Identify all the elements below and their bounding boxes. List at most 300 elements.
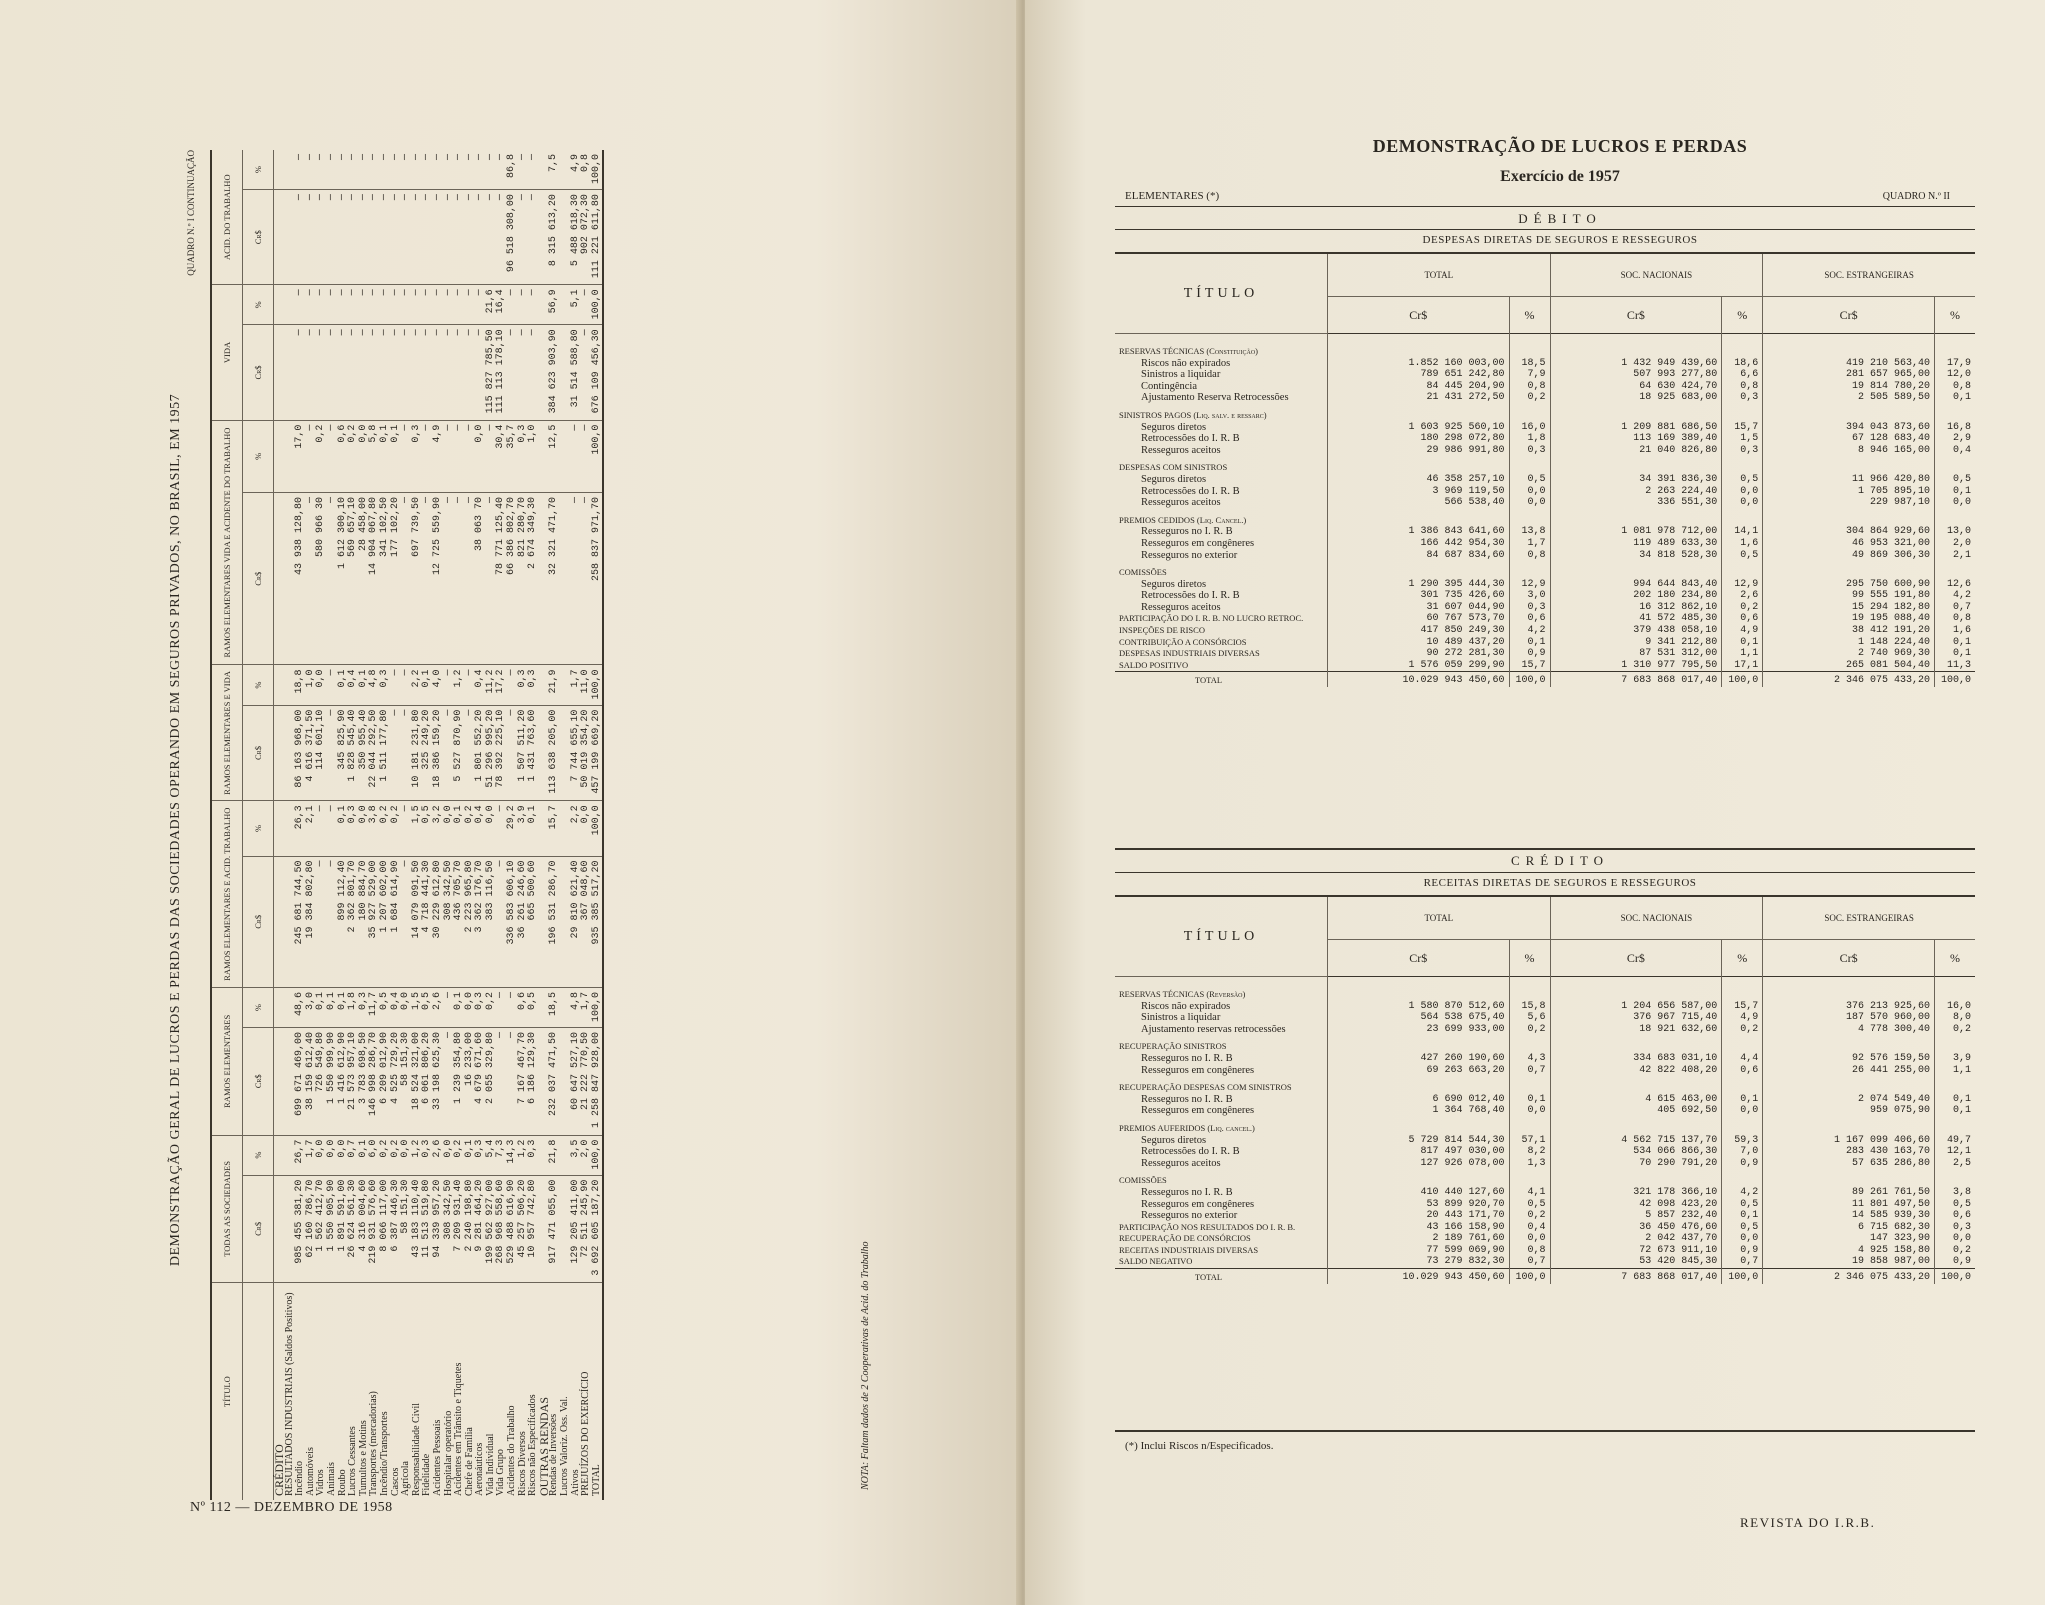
pct-cell: 0,8 xyxy=(1722,381,1763,393)
pct-cell: — xyxy=(348,285,359,325)
pct-cell: 1,2 xyxy=(412,1135,423,1175)
pct-cell: 0,0 xyxy=(1935,1233,1976,1245)
value-cell: 5 488 618,30 xyxy=(571,190,582,285)
pct-cell: — xyxy=(507,988,518,1028)
value-cell: 90 272 281,30 xyxy=(1328,648,1510,660)
value-cell: 1 432 949 439,60 xyxy=(1550,358,1722,370)
pct-cell: 0,6 xyxy=(338,420,349,492)
value-cell: 2 346 075 433,20 xyxy=(1763,1269,1935,1284)
value-cell: 127 926 078,00 xyxy=(1328,1158,1510,1170)
table-row xyxy=(1115,648,1975,660)
value-cell: 147 323,90 xyxy=(1763,1233,1935,1245)
pct-cell: 1,0 xyxy=(306,665,317,705)
rotated-table xyxy=(140,140,900,1500)
value-cell: — xyxy=(518,190,529,285)
pct-cell: 0,5 xyxy=(1935,474,1976,486)
pct-cell: 0,0 xyxy=(401,988,412,1028)
pct-cell: 0,5 xyxy=(1935,1199,1976,1211)
left-col-header: RAMOS ELEMENTARES E ACID. TRABALHO xyxy=(211,801,243,988)
value-cell: 12 725 559,90 xyxy=(433,493,444,665)
value-cell: — xyxy=(295,325,306,420)
row-label: Tumultos e Motins xyxy=(357,1420,369,1496)
table-row xyxy=(1115,1024,1975,1036)
pct-cell: — xyxy=(465,285,476,325)
value-cell: — xyxy=(444,493,455,665)
pct-cell: — xyxy=(391,285,402,325)
pct-cell: — xyxy=(306,150,317,190)
pct-cell: — xyxy=(422,285,433,325)
value-cell: 16 312 862,10 xyxy=(1550,602,1722,614)
row-label: Resseguros aceitos xyxy=(1141,444,1221,456)
value-cell: 419 210 563,40 xyxy=(1763,358,1935,370)
left-section-credito xyxy=(274,150,285,1500)
table-row xyxy=(454,150,465,1500)
pct-cell: 8,2 xyxy=(1509,1146,1550,1158)
pct-cell xyxy=(1935,340,1976,358)
row-label: Aeronáuticos xyxy=(474,1442,486,1496)
pct-cell: 0,1 xyxy=(1935,486,1976,498)
value-cell: — xyxy=(401,190,412,285)
pct-cell: 4,3 xyxy=(1509,1053,1550,1065)
pct-cell: 0,0 xyxy=(401,1135,412,1175)
pct-header: % xyxy=(1509,297,1550,334)
table-row xyxy=(316,150,327,1500)
value-cell: — xyxy=(444,1028,455,1136)
pct-cell: 0,5 xyxy=(380,988,391,1028)
value-cell: 5 857 232,40 xyxy=(1550,1210,1722,1222)
table-row xyxy=(1115,538,1975,550)
value-cell: 31 514 588,80 xyxy=(571,325,582,420)
value-cell: 21 040 826,80 xyxy=(1550,445,1722,457)
table-row xyxy=(1115,1222,1975,1234)
pct-cell: 1,7 xyxy=(571,665,582,705)
value-cell: 2 240 198,80 xyxy=(465,1175,476,1283)
value-cell: 180 298 072,80 xyxy=(1328,433,1510,445)
pct-cell: — xyxy=(401,801,412,856)
value-cell: 18 524 321,00 xyxy=(412,1028,423,1136)
value-cell: 78 392 225,10 xyxy=(496,705,507,801)
value-cell: 45 257 506,20 xyxy=(518,1175,529,1283)
value-cell: — xyxy=(507,325,518,420)
pct-cell xyxy=(1935,983,1976,1001)
table-row xyxy=(1115,456,1975,474)
table-row xyxy=(1115,474,1975,486)
pct-cell: 2,1 xyxy=(306,801,317,856)
value-cell xyxy=(1328,340,1510,358)
pct-cell: 0,1 xyxy=(1722,637,1763,649)
pct-cell xyxy=(1722,561,1763,579)
pct-cell: 3,8 xyxy=(369,801,380,856)
row-label: Resseguros aceitos xyxy=(1141,1157,1221,1169)
row-label: Resseguros no exterior xyxy=(1141,549,1238,561)
table-row xyxy=(1115,1001,1975,1013)
pct-cell xyxy=(1509,561,1550,579)
pct-cell: 4,8 xyxy=(571,988,582,1028)
value-cell: 4 615 463,00 xyxy=(1550,1094,1722,1106)
value-cell: 146 998 286,70 xyxy=(369,1028,380,1136)
row-label: Riscos não expirados xyxy=(1141,1000,1231,1012)
value-cell: 2 042 437,70 xyxy=(1550,1233,1722,1245)
value-cell: — xyxy=(518,325,529,420)
pct-cell xyxy=(1722,1035,1763,1053)
value-cell xyxy=(1550,404,1722,422)
value-cell: 5 729 814 544,30 xyxy=(1328,1135,1510,1147)
value-cell: 166 442 954,30 xyxy=(1328,538,1510,550)
table-row xyxy=(1115,1135,1975,1147)
value-cell: 1 209 881 686,50 xyxy=(1550,422,1722,434)
value-cell: 4 525 729,20 xyxy=(391,1028,402,1136)
debito-subheading: DESPESAS DIRETAS DE SEGUROS E RESSEGUROS xyxy=(1422,234,1698,246)
row-label: Resseguros no I. R. B xyxy=(1141,526,1233,538)
value-cell: — xyxy=(306,190,317,285)
pct-cell xyxy=(1935,404,1976,422)
pct-cell: 0,0 xyxy=(444,1135,455,1175)
pct-cell: 0,3 xyxy=(380,665,391,705)
pct-cell: 0,3 xyxy=(528,665,539,705)
value-cell xyxy=(1328,1169,1510,1187)
row-label: DESPESAS INDUSTRIAIS DIVERSAS xyxy=(1119,648,1260,659)
table-row xyxy=(1115,340,1975,358)
table-row xyxy=(507,150,518,1500)
row-label: Retrocessões do I. R. B xyxy=(1141,433,1240,445)
pct-cell: 100,0 xyxy=(1935,1269,1976,1284)
row-label: Acidentes do Trabalho xyxy=(506,1405,518,1496)
pct-cell: 0,1 xyxy=(454,801,465,856)
value-cell: 817 497 030,00 xyxy=(1328,1146,1510,1158)
value-cell: 4 778 300,40 xyxy=(1763,1024,1935,1036)
left-subheader-pct: % xyxy=(243,988,274,1028)
pct-cell: 0,3 xyxy=(1935,1222,1976,1234)
total-cell: 100,0 xyxy=(592,665,604,705)
pct-cell: 0,6 xyxy=(1509,613,1550,625)
pct-cell: — xyxy=(496,988,507,1028)
table-row xyxy=(1115,1146,1975,1158)
value-cell: 2 189 761,60 xyxy=(1328,1233,1510,1245)
pct-cell: — xyxy=(475,150,486,190)
value-cell: 384 623 903,90 xyxy=(549,325,560,420)
left-empty-cell xyxy=(285,325,296,420)
row-label: RECUPERAÇÃO DESPESAS COM SINISTROS xyxy=(1119,1082,1292,1093)
left-subheader-cr: Cr$ xyxy=(243,190,274,285)
pct-cell: 26,3 xyxy=(295,801,306,856)
pct-cell: 0,5 xyxy=(1509,1199,1550,1211)
pct-cell: 3,2 xyxy=(433,801,444,856)
table-row xyxy=(1115,404,1975,422)
pct-cell: 4,9 xyxy=(1722,625,1763,637)
pct-cell: 1,7 xyxy=(1509,538,1550,550)
pct-cell: — xyxy=(454,285,465,325)
pct-cell: — xyxy=(433,285,444,325)
value-cell: 42 822 408,20 xyxy=(1550,1065,1722,1077)
rule xyxy=(1115,1430,1975,1432)
pct-cell: 12,5 xyxy=(549,420,560,492)
value-cell: 1 562 412,70 xyxy=(316,1175,327,1283)
value-cell: 2 362 801,70 xyxy=(348,856,359,988)
row-label: Lucros Cessantes xyxy=(347,1426,359,1496)
pct-cell: 0,0 xyxy=(359,420,370,492)
value-cell: 62 160 786,70 xyxy=(306,1175,317,1283)
pct-cell: — xyxy=(348,150,359,190)
value-cell xyxy=(1763,1169,1935,1187)
pct-cell: 12,6 xyxy=(1935,579,1976,591)
left-subheader-row xyxy=(243,150,274,1500)
value-cell: 268 968 558,60 xyxy=(496,1175,507,1283)
value-cell: 14 904 067,80 xyxy=(369,493,380,665)
pct-cell: 100,0 xyxy=(1722,1269,1763,1284)
pct-cell: 0,2 xyxy=(1509,392,1550,404)
value-cell: 58 151,30 xyxy=(401,1175,412,1283)
col-group-row xyxy=(1115,897,1975,940)
value-cell: 350 955,40 xyxy=(359,705,370,801)
table-row xyxy=(444,150,455,1500)
left-col-header: TODAS AS SOCIEDADES xyxy=(211,1135,243,1283)
value-cell: 60 767 573,70 xyxy=(1328,613,1510,625)
pct-cell: 7,5 xyxy=(549,150,560,190)
pct-cell xyxy=(1722,1169,1763,1187)
pct-cell: 4,9 xyxy=(433,420,444,492)
table-row xyxy=(1115,1094,1975,1106)
value-cell xyxy=(560,493,571,665)
value-cell xyxy=(1550,561,1722,579)
table-row xyxy=(1115,497,1975,509)
value-cell: 64 630 424,70 xyxy=(1550,381,1722,393)
pct-cell: 6,0 xyxy=(369,1135,380,1175)
pct-cell: 0,5 xyxy=(1722,1199,1763,1211)
table-row xyxy=(1115,1053,1975,1065)
value-cell: 177 102,20 xyxy=(391,493,402,665)
value-cell: 8 946 165,00 xyxy=(1763,445,1935,457)
value-cell: 821 280,70 xyxy=(518,493,529,665)
pct-cell: 0,5 xyxy=(422,988,433,1028)
left-empty-cell xyxy=(274,988,285,1028)
value-cell: 46 953 321,00 xyxy=(1763,538,1935,550)
pct-cell: 0,8 xyxy=(1935,613,1976,625)
pct-cell: 1,5 xyxy=(412,988,423,1028)
value-cell: 1 801 552,20 xyxy=(475,705,486,801)
pct-cell: 26,7 xyxy=(295,1135,306,1175)
left-col-header: RAMOS ELEMENTARES E VIDA xyxy=(211,665,243,801)
value-cell: — xyxy=(507,1028,518,1136)
pct-cell: 12,9 xyxy=(1509,579,1550,591)
pct-cell: 12,9 xyxy=(1722,579,1763,591)
pct-cell: 17,1 xyxy=(1722,660,1763,672)
pct-cell: — xyxy=(380,285,391,325)
left-header-row xyxy=(211,150,243,1500)
pct-cell: — xyxy=(327,665,338,705)
value-cell: 69 263 663,20 xyxy=(1328,1065,1510,1077)
left-subheader-pct: % xyxy=(243,285,274,325)
titulo-header: TÍTULO xyxy=(1115,897,1328,977)
left-col-header: VIDA xyxy=(211,285,243,420)
total-cell: 935 385 517,20 xyxy=(592,856,604,988)
row-label: PREJUÍZOS DO EXERCÍCIO xyxy=(580,1371,592,1496)
pct-cell: — xyxy=(486,150,497,190)
pct-cell: 0,3 xyxy=(348,801,359,856)
value-cell: 19 814 780,20 xyxy=(1763,381,1935,393)
pct-cell: 0,1 xyxy=(359,665,370,705)
left-subheader-pct: % xyxy=(243,801,274,856)
row-label: RECEITAS INDUSTRIAIS DIVERSAS xyxy=(1119,1244,1259,1255)
value-cell: — xyxy=(571,493,582,665)
value-cell: 20 443 171,70 xyxy=(1328,1210,1510,1222)
value-cell: — xyxy=(327,190,338,285)
value-cell: — xyxy=(454,493,465,665)
value-cell xyxy=(1328,1076,1510,1094)
value-cell: 2 674 349,30 xyxy=(528,493,539,665)
row-label: Acidentes em Trânsito e Tiquetes xyxy=(453,1362,465,1496)
value-cell: 29 986 991,80 xyxy=(1328,445,1510,457)
table-row xyxy=(528,150,539,1500)
value-cell: 35 927 529,00 xyxy=(369,856,380,988)
left-empty-cell xyxy=(274,856,285,988)
pct-cell: 86,8 xyxy=(507,150,518,190)
value-cell xyxy=(1763,983,1935,1001)
row-label: Incêndio xyxy=(294,1461,306,1496)
row-label: Ajustamento reservas retrocessões xyxy=(1141,1023,1286,1035)
pct-cell: 4,2 xyxy=(1722,1187,1763,1199)
value-cell: 1 239 354,80 xyxy=(454,1028,465,1136)
value-cell: 265 081 504,40 xyxy=(1763,660,1935,672)
value-cell: 21 573 957,10 xyxy=(348,1028,359,1136)
value-cell: 2 223 965,80 xyxy=(465,856,476,988)
pct-cell: 4,1 xyxy=(1509,1187,1550,1199)
pct-cell: 0,4 xyxy=(348,665,359,705)
value-cell: 1 828 545,40 xyxy=(348,705,359,801)
value-cell xyxy=(1328,1035,1510,1053)
value-cell: 1 891 591,00 xyxy=(338,1175,349,1283)
pct-cell: 0,2 xyxy=(1509,1210,1550,1222)
col-group-header: TOTAL xyxy=(1328,897,1551,940)
pct-cell: 0,7 xyxy=(1509,1256,1550,1268)
value-cell: 1 207 602,00 xyxy=(380,856,391,988)
pct-cell: 0,1 xyxy=(422,665,433,705)
pct-cell: 0,0 xyxy=(1509,486,1550,498)
value-cell: 697 739,50 xyxy=(412,493,423,665)
pct-cell: 0,5 xyxy=(422,801,433,856)
pct-cell: — xyxy=(401,420,412,492)
value-cell: 19 384 802,80 xyxy=(306,856,317,988)
pct-cell: 17,9 xyxy=(1935,358,1976,370)
value-cell: 10 957 742,80 xyxy=(528,1175,539,1283)
value-cell: 10.029 943 450,60 xyxy=(1328,672,1510,687)
value-cell: 196 531 286,70 xyxy=(549,856,560,988)
pct-cell: 100,0 xyxy=(1509,672,1550,687)
pct-cell: 0,1 xyxy=(327,988,338,1028)
value-cell: — xyxy=(327,856,338,988)
value-cell xyxy=(1328,404,1510,422)
pct-cell: 100,0 xyxy=(1509,1269,1550,1284)
value-cell: 23 699 933,00 xyxy=(1328,1024,1510,1036)
value-cell: 1 576 059 299,90 xyxy=(1328,660,1510,672)
value-cell: 304 864 929,60 xyxy=(1763,526,1935,538)
pct-cell xyxy=(1722,456,1763,474)
value-cell: 43 938 128,80 xyxy=(295,493,306,665)
left-subheader-pct: % xyxy=(243,665,274,705)
row-label: Roubo xyxy=(336,1469,348,1496)
pct-cell: 1,5 xyxy=(412,801,423,856)
pct-cell: 0,2 xyxy=(391,801,402,856)
pct-cell: 0,1 xyxy=(1935,392,1976,404)
value-cell: — xyxy=(359,190,370,285)
pct-cell: — xyxy=(444,150,455,190)
table-row xyxy=(391,150,402,1500)
rule xyxy=(1115,229,1975,230)
value-cell xyxy=(1763,404,1935,422)
pct-cell: 0,0 xyxy=(486,801,497,856)
pct-cell: 3,8 xyxy=(1935,1187,1976,1199)
value-cell: 283 430 163,70 xyxy=(1763,1146,1935,1158)
pct-cell: 59,3 xyxy=(1722,1135,1763,1147)
cr-header: Cr$ xyxy=(1550,297,1722,334)
value-cell: 321 178 366,10 xyxy=(1550,1187,1722,1199)
pct-cell: 0,8 xyxy=(581,150,592,190)
value-cell: 2 055 329,80 xyxy=(486,1028,497,1136)
value-cell xyxy=(1328,561,1510,579)
table-row xyxy=(1115,1233,1975,1245)
pct-cell: 49,7 xyxy=(1935,1135,1976,1147)
value-cell: — xyxy=(401,705,412,801)
pct-cell: 0,9 xyxy=(1722,1158,1763,1170)
value-cell: 33 198 625,30 xyxy=(433,1028,444,1136)
pct-cell: 1,3 xyxy=(1509,1158,1550,1170)
table-row xyxy=(1115,602,1975,614)
pct-cell: 0,4 xyxy=(475,801,486,856)
pct-cell: 0,1 xyxy=(465,1135,476,1175)
value-cell: — xyxy=(422,493,433,665)
pct-cell: 15,7 xyxy=(1509,660,1550,672)
pct-cell: 16,0 xyxy=(1935,1001,1976,1013)
pct-cell: 0,8 xyxy=(1509,1245,1550,1257)
pct-cell: — xyxy=(306,285,317,325)
pct-cell: 0,1 xyxy=(1722,1210,1763,1222)
left-empty-cell xyxy=(274,1135,285,1175)
table-row xyxy=(1115,358,1975,370)
value-cell: 2 505 589,50 xyxy=(1763,392,1935,404)
rule xyxy=(1115,848,1975,850)
pct-cell: 0,6 xyxy=(1935,1210,1976,1222)
table-row xyxy=(1115,1035,1975,1053)
value-cell: — xyxy=(444,190,455,285)
pct-cell: 16,0 xyxy=(1509,422,1550,434)
value-cell: — xyxy=(380,190,391,285)
value-cell: 410 440 127,60 xyxy=(1328,1187,1510,1199)
pct-cell: 0,5 xyxy=(1722,474,1763,486)
value-cell: — xyxy=(496,190,507,285)
value-cell: — xyxy=(475,190,486,285)
value-cell: 78 771 125,40 xyxy=(496,493,507,665)
cr-header: Cr$ xyxy=(1550,940,1722,977)
row-label: Seguros diretos xyxy=(1141,1134,1207,1146)
value-cell: — xyxy=(465,493,476,665)
row-label: Lucros Valoriz. Oss. Val. xyxy=(559,1396,571,1496)
pct-cell: 1,2 xyxy=(518,1135,529,1175)
pct-cell: — xyxy=(486,420,497,492)
pct-cell: — xyxy=(465,150,476,190)
value-cell: — xyxy=(475,325,486,420)
titulo-header: TÍTULO xyxy=(1115,254,1328,334)
value-cell: 84 445 204,90 xyxy=(1328,381,1510,393)
pct-cell: — xyxy=(327,285,338,325)
value-cell: 1 204 656 587,00 xyxy=(1550,1001,1722,1013)
pct-cell: — xyxy=(316,801,327,856)
pct-cell: 16,8 xyxy=(1935,422,1976,434)
pct-cell: 0,1 xyxy=(391,420,402,492)
row-label: PREMIOS CEDIDOS (Liq. Cancel.) xyxy=(1119,514,1247,525)
value-cell: 26 624 561,30 xyxy=(348,1175,359,1283)
value-cell xyxy=(1763,1076,1935,1094)
left-nota: NOTA: Faltam dados de 2 Cooperativas de Acid. do Trabalho xyxy=(860,1241,871,1490)
pct-cell: 0,1 xyxy=(1935,1105,1976,1117)
